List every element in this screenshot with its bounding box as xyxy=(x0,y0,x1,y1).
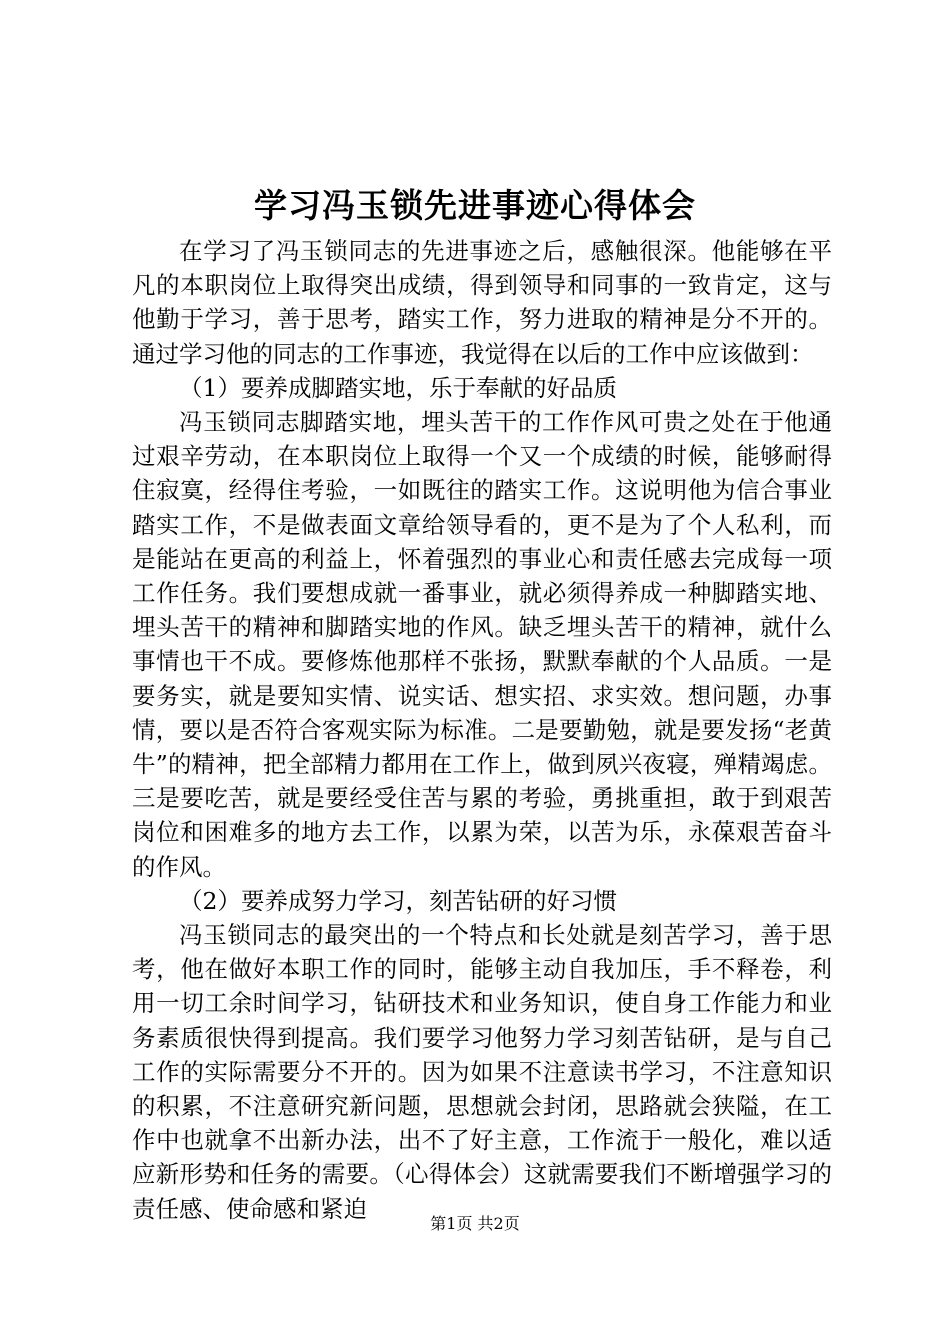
section-heading-2: （2）要养成努力学习，刻苦钻研的好习惯 xyxy=(179,886,617,915)
section-1-paragraph: 冯玉锁同志脚踏实地，埋头苦干的工作作风可贵之处在于他通过艰辛劳动，在本职岗位上取得一个又一个成绩的时候，能够耐得住寂寞，经得住考验，一如既往的踏实工作。这说明他为信合事业踏实工作，不是做表面文章给领导看的，更不是为了个人私利，而是能站在更高的利益上，怀着强烈的事业心和责任感去完成每一项工作任务。我们要想成就一番事业，就必须得养成一种脚踏实地、埋头苦干的精神和脚踏实地的作风。缺乏埋头苦干的精神，就什么事情也干不成。要修炼他那样不张扬，默默奉献的个人品质。一是要务实，就是要知实情、说实话、想实招、求实效。想问题，办事情，要以是否符合客观实际为标准。二是要勤勉，就是要发扬“老黄牛”的精神，把全部精力都用在工作上，做到夙兴夜寝，殚精竭虑。三是要吃苦，就是要经受住苦与累的考验，勇挑重担，敢于到艰苦岗位和困难多的地方去工作，以累为荣，以苦为乐，永葆艰苦奋斗的作风。 xyxy=(132,408,832,881)
section-2-paragraph: 冯玉锁同志的最突出的一个特点和长处就是刻苦学习，善于思考，他在做好本职工作的同时，能够主动自我加压，手不释卷，利用一切工余时间学习，钻研技术和业务知识，使自身工作能力和业务素质很快得到提高。我们要学习他努力学习刻苦钻研，是与自己工作的实际需要分不开的。因为如果不注意读书学习，不注意知识的积累，不注意研究新问题，思想就会封闭，思路就会狭隘，在工作中也就拿不出新办法，出不了好主意，工作流于一般化，难以适应新形势和任务的需要。（心得体会）这就需要我们不断增强学习的责任感、使命感和紧迫 xyxy=(132,921,832,1223)
section-heading-1: （1）要养成脚踏实地，乐于奉献的好品质 xyxy=(179,373,617,402)
page-footer: 第1页 共2页 xyxy=(430,1214,520,1233)
intro-paragraph: 在学习了冯玉锁同志的先进事迹之后，感触很深。他能够在平凡的本职岗位上取得突出成绩，得到领导和同事的一致肯定，这与他勤于学习，善于思考，踏实工作，努力进取的精神是分不开的。通过学习他的同志的工作事迹，我觉得在以后的工作中应该做到： xyxy=(132,237,832,368)
document-body xyxy=(132,234,832,1226)
document-title: 学习冯玉锁先进事迹心得体会 xyxy=(254,186,696,225)
